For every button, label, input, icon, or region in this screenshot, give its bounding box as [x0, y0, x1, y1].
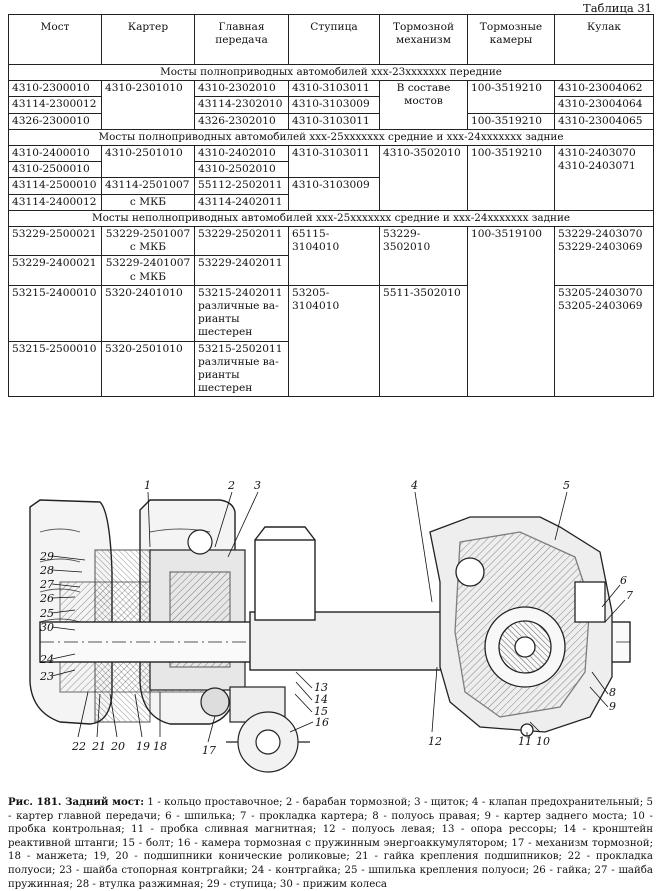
cell: 4310-3103011 [289, 81, 380, 97]
table-header-row [9, 15, 654, 65]
callout-13: 13 [314, 681, 328, 694]
cell: 4310-3103011 [289, 113, 380, 129]
cell [555, 146, 654, 211]
cell: 5320-2501010 [102, 341, 195, 397]
rear-axle-drawing [0, 432, 660, 792]
cell-line: различные ва- [198, 355, 279, 368]
col-header: Картер [102, 15, 195, 65]
cell [102, 227, 195, 256]
cell: 4310-2300010 [9, 81, 102, 97]
cell: 100-3519210 [468, 113, 555, 129]
cell: 53229-2402011 [195, 256, 289, 285]
callout-20: 20 [111, 740, 125, 753]
cell: 53215-2400010 [9, 285, 102, 341]
callout-26: 26 [40, 592, 54, 605]
section-row [9, 210, 654, 226]
cell: 43114-2300012 [9, 97, 102, 113]
cell: 4310-3103009 [289, 97, 380, 113]
cell: 4310-23004065 [555, 113, 654, 129]
callout-24: 24 [40, 653, 54, 666]
section-title: Мосты неполноприводных автомобилей ххх-25ххххххх средние и ххх-24ххххххх задние [9, 210, 654, 226]
cell: 4310-3103011 [289, 146, 380, 178]
callout-29: 29 [40, 550, 54, 563]
figure-caption [8, 796, 653, 891]
cell: 53229-2400021 [9, 256, 102, 285]
cell: 4310-3502010 [380, 146, 468, 211]
cell: 53229-3502010 [380, 227, 468, 286]
table-row [9, 285, 654, 341]
section-row [9, 65, 654, 81]
cell: 100-3519210 [468, 146, 555, 211]
callout-9: 9 [609, 700, 616, 713]
cell: 4310-23004062 [555, 81, 654, 97]
cell: 53215-2500010 [9, 341, 102, 397]
table-row [9, 146, 654, 162]
callout-7: 7 [626, 589, 633, 602]
col-header: Главная передача [195, 15, 289, 65]
cell-line: с МКБ [129, 241, 167, 254]
callout-11: 11 [518, 735, 532, 748]
section-row [9, 129, 654, 145]
cell-line: 53215-2402011 [198, 286, 283, 299]
cell: 55112-2502011 [195, 178, 289, 194]
col-header: Кулак [555, 15, 654, 65]
cell-line: 53229-2403070 [558, 228, 643, 241]
caption-text: 1 - кольцо проставочное; 2 - барабан тормозной; 3 - щиток; 4 - клапан предохранительный; 5 - картер главной передачи; 6 - шпилька; 7 - прокладка картера; 8 - полуось правая; 9 - картер заднего моста; 10 - пробка контрольная; 11 - пробка сливная магнитная; 12 - полуось левая; 13 - опора рессоры; 14 - кронштейн реактивной штанги; 15 - болт; 16 - камера тормозная с пружинным энергоаккумулятором; 17 - механизм тормозной; 18 - манжета; 19, 20 - подшипники конические роликовые; 21 - гайка крепления подшипников; 22 - прокладка полуоси; 23 - шайба стопорная контргайки; 24 - контргайка; 25 - шпилька крепления полуоси; 26 - гайка; 27 - шайба пружинная; 28 - втулка разжимная; 29 - ступица; 30 - прижим колеса [8, 797, 653, 890]
cell: 4310-3103009 [289, 178, 380, 210]
callout-21: 21 [92, 740, 106, 753]
cell: 4326-2300010 [9, 113, 102, 129]
cell: 4310-2402010 [195, 146, 289, 162]
cell: 4310-2301010 [102, 81, 195, 130]
cell: 5320-2401010 [102, 285, 195, 341]
cell: 43114-2302010 [195, 97, 289, 113]
cell [102, 256, 195, 285]
table-row [9, 81, 654, 97]
cell: 53229-2500021 [9, 227, 102, 256]
callout-22: 22 [72, 740, 86, 753]
cell: с МКБ [102, 194, 195, 210]
callout-23: 23 [40, 670, 54, 683]
cell-line: 53229-2501007 [105, 228, 191, 241]
cell: 4326-2302010 [195, 113, 289, 129]
cell-line: рианты шестерен [198, 369, 253, 395]
differential-housing [430, 517, 612, 736]
col-header: Ступица [289, 15, 380, 65]
table-title: Таблица 31 [583, 1, 652, 15]
cell: 43114-2402011 [195, 194, 289, 210]
cell-line: 53215-2502011 [198, 342, 283, 355]
col-header: Тормозные камеры [468, 15, 555, 65]
cell: 100-3519100 [468, 227, 555, 397]
cell [195, 285, 289, 341]
cell: 43114-2501007 [102, 178, 195, 194]
callout-1: 1 [144, 479, 151, 492]
callout-18: 18 [153, 740, 167, 753]
cell-line: различные ва- [198, 300, 279, 313]
callout-25: 25 [40, 607, 54, 620]
cell: 4310-2501010 [102, 146, 195, 178]
cell-line: рианты шестерен [198, 313, 253, 339]
callout-6: 6 [620, 574, 627, 587]
callout-19: 19 [136, 740, 150, 753]
table-row [9, 227, 654, 256]
cell: 65115-3104010 [289, 227, 380, 286]
cell [195, 341, 289, 397]
cell-line: 53205-2403070 [558, 286, 643, 299]
cell: 4310-2502010 [195, 162, 289, 178]
cell-line: 53205-2403069 [558, 300, 643, 313]
parts-table [8, 14, 654, 397]
cell-line: с МКБ [129, 270, 167, 283]
cell: 4310-2500010 [9, 162, 102, 178]
callout-17: 17 [202, 744, 216, 757]
cell [555, 227, 654, 286]
cell: 4310-23004064 [555, 97, 654, 113]
cell-line: 4310-2403070 [558, 147, 636, 160]
section-title: Мосты полноприводных автомобилей ххх-23ххххххх передние [9, 65, 654, 81]
col-header: Тормозной механизм [380, 15, 468, 65]
cell [555, 285, 654, 397]
callout-28: 28 [40, 564, 54, 577]
col-header: Мост [9, 15, 102, 65]
cell: В составе мостов [380, 81, 468, 130]
cell: 43114-2400012 [9, 194, 102, 210]
cell-line: 4310-2403071 [558, 160, 636, 173]
callout-30: 30 [40, 621, 54, 634]
callout-15: 15 [314, 705, 328, 718]
cell: 4310-2400010 [9, 146, 102, 162]
cell: 100-3519210 [468, 81, 555, 113]
axle-svg [0, 432, 660, 792]
callout-16: 16 [315, 716, 329, 729]
callout-8: 8 [609, 686, 616, 699]
section-title: Мосты полноприводных автомобилей ххх-25ххххххх средние и ххх-24ххххххх задние [9, 129, 654, 145]
callout-27: 27 [40, 578, 54, 591]
cell: 53229-2502011 [195, 227, 289, 256]
cell-line: 53229-2401007 [105, 257, 191, 270]
callout-10: 10 [536, 735, 550, 748]
callout-3: 3 [254, 479, 261, 492]
cell: 5511-3502010 [380, 285, 468, 397]
callout-4: 4 [411, 479, 418, 492]
cell: 53205-3104010 [289, 285, 380, 397]
cell: 43114-2500010 [9, 178, 102, 194]
callout-14: 14 [314, 693, 328, 706]
callout-5: 5 [563, 479, 570, 492]
callout-2: 2 [228, 479, 235, 492]
cell: 4310-2302010 [195, 81, 289, 97]
caption-label: Рис. 181. Задний мост: [8, 796, 145, 808]
cell-line: 53229-2403069 [558, 241, 643, 254]
callout-12: 12 [428, 735, 442, 748]
